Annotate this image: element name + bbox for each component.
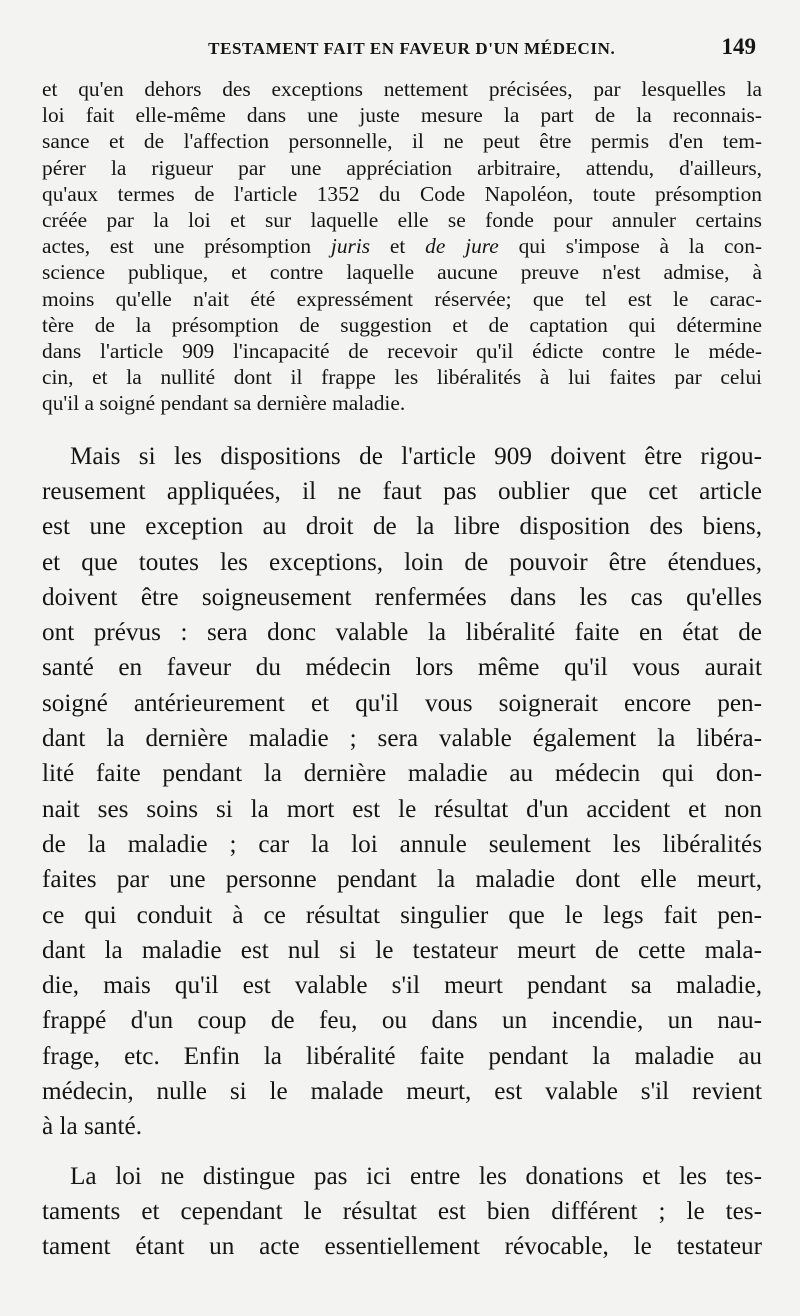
text-line: nait ses soins si la mort est le résultat d'un accident et non — [42, 795, 762, 823]
text-line: actes, est une présomption juris et de jure qui s'impose à la con- — [42, 234, 763, 259]
text-line: frappé d'un coup de feu, ou dans un incendie, un nau- — [42, 1007, 762, 1035]
text-line: est une exception au droit de la libre disposition des biens, — [42, 513, 762, 541]
text-line: ont prévus : sera donc valable la libéralité faite en état de — [42, 619, 762, 647]
text-line: tament étant un acte essentiellement révocable, le testateur — [42, 1233, 762, 1261]
text-line: santé en faveur du médecin lors même qu'il vous aurait — [42, 654, 762, 682]
text-line: die, mais qu'il est valable s'il meurt pendant sa maladie, — [42, 972, 762, 1000]
text-line: tère de la présomption de suggestion et de captation qui détermine — [42, 312, 762, 337]
text-line: loi fait elle-même dans une juste mesure la part de la reconnais- — [42, 103, 762, 128]
text-line: moins qu'elle n'ait été expressément réservée; que tel est le carac- — [42, 286, 762, 311]
page-header — [42, 34, 762, 68]
text-line: de la maladie ; car la loi annule seulement les libéralités — [42, 830, 762, 858]
text-line: créée par la loi et sur laquelle elle se fonde pour annuler certains — [42, 208, 762, 233]
text-line: dant la maladie est nul si le testateur meurt de cette mala- — [42, 936, 762, 964]
text-line: reusement appliquées, il ne faut pas oublier que cet article — [42, 477, 762, 505]
text-line: sance et de l'affection personnelle, il ne peut être permis d'en tem- — [42, 129, 762, 154]
paragraph-quotation — [42, 76, 762, 417]
text-line: médecin, nulle si le malade meurt, est valable s'il revient — [42, 1077, 762, 1105]
text-line: et qu'en dehors des exceptions nettement précisées, par lesquelles la — [42, 77, 762, 101]
text-line: doivent être soigneusement renfermées dans les cas qu'elles — [42, 583, 762, 611]
text-line: qu'il a soigné pendant sa dernière maladie. — [42, 391, 406, 416]
paragraph-body-1 — [42, 439, 762, 1145]
text-line: à la santé. — [42, 1113, 142, 1141]
text-line: dans l'article 909 l'incapacité de recevoir qu'il édicte contre le méde- — [42, 339, 762, 364]
text-line: soigné antérieurement et qu'il vous soignerait encore pen- — [42, 689, 762, 717]
running-title: TESTAMENT FAIT EN FAVEUR D'UN MÉDECIN. — [208, 39, 616, 58]
text-line: ce qui conduit à ce résultat singulier que le legs fait pen- — [42, 901, 762, 929]
page-number: 149 — [721, 34, 756, 59]
text-line: science publique, et contre laquelle aucune preuve n'est admise, à — [42, 260, 762, 285]
text-line: Mais si les dispositions de l'article 909 doivent être rigou- — [70, 442, 762, 470]
paragraph-body-2 — [42, 1159, 762, 1265]
text-line: La loi ne distingue pas ici entre les donations et les tes- — [70, 1162, 762, 1190]
text-line: frage, etc. Enfin la libéralité faite pendant la maladie au — [42, 1042, 762, 1070]
text-line: dant la dernière maladie ; sera valable également la libéra- — [42, 725, 762, 753]
text-line: qu'aux termes de l'article 1352 du Code Napoléon, toute présomption — [42, 181, 762, 206]
text-line: taments et cependant le résultat est bien différent ; le tes- — [42, 1197, 762, 1225]
text-line: cin, et la nullité dont il frappe les libéralités à lui faites par celui — [42, 365, 762, 390]
text-line: lité faite pendant la dernière maladie au médecin qui don- — [42, 760, 762, 788]
text-line: faites par une personne pendant la maladie dont elle meurt, — [42, 866, 762, 894]
text-line: et que toutes les exceptions, loin de pouvoir être étendues, — [42, 548, 762, 576]
text-line: pérer la rigueur par une appréciation arbitraire, attendu, d'ailleurs, — [42, 155, 762, 180]
